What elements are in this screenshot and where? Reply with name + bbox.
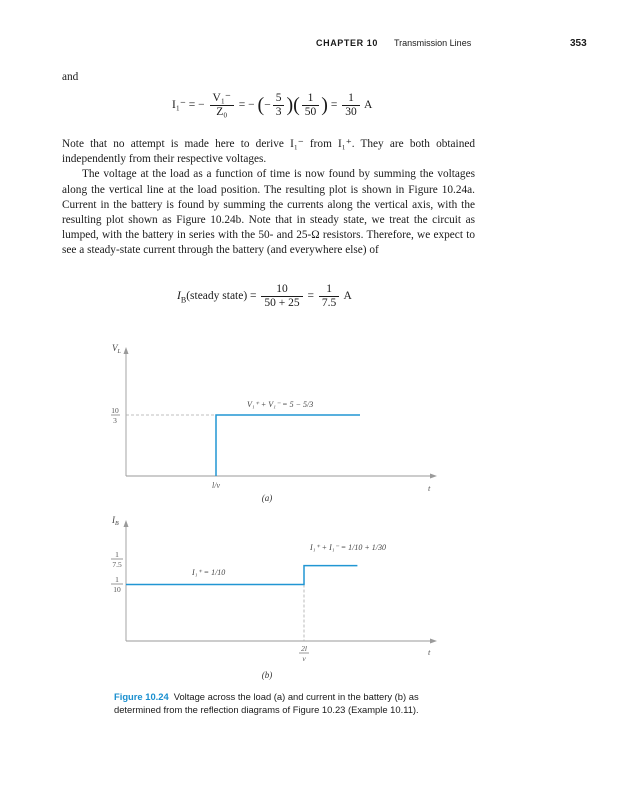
paren-open: ( <box>257 94 265 116</box>
eq2-lhs: I <box>177 290 181 303</box>
eq1-frac1-num: V₁⁻ <box>210 92 234 106</box>
chart-a-y-arrow <box>124 347 129 354</box>
caption-text: Voltage across the load (a) and current in the battery (b) as determined from the reflection diagrams of Figure 10.23 (Example 10.11). <box>114 691 419 716</box>
chart-a-x-arrow <box>430 474 437 479</box>
eq1-sign: = − <box>238 99 255 112</box>
eq2-lhs-rest: (steady state) = <box>186 290 257 303</box>
chart-a-title: (a) <box>261 493 273 503</box>
intro-word: and <box>62 71 79 83</box>
chart-a-ytick-num: 10 <box>111 406 119 415</box>
chart-a-series-line <box>216 415 360 476</box>
chart-b-ytick-low-num: 1 <box>115 575 119 584</box>
eq2-lhs-sub: B <box>180 295 187 305</box>
chart-b-ytick-high-num: 1 <box>115 550 119 559</box>
eq2-frac2-den: 7.5 <box>321 297 337 309</box>
page-number: 353 <box>570 38 587 49</box>
paren-close: ) <box>286 94 294 116</box>
eq2-frac1-den: 50 + 25 <box>264 297 300 309</box>
eq2-unit: A <box>343 290 352 303</box>
equation-i1-minus: I₁⁻ = − $\frac{\text{V₁⁻}}{\text{Z₀}}$ = − (− $\frac{5}{3}$ )( $\frac{1}{50}$ ) = $\frac{1}{30}$ A <box>172 92 373 118</box>
chart-b-annotation-high: I₁⁺ + I₁⁻ = 1/10 + 1/30 <box>310 543 386 552</box>
eq1-frac4-den: 30 <box>345 106 357 118</box>
chart-a-xlabel: t <box>428 483 431 493</box>
chart-b-ytick-high-den: 7.5 <box>112 560 122 569</box>
chart-b-xtick-num: 2l <box>301 644 307 653</box>
eq1-frac4-num: 1 <box>342 92 360 106</box>
eq1-frac3-num: 1 <box>302 92 320 106</box>
caption-label: Figure 10.24 <box>114 691 169 702</box>
chapter-title: Transmission Lines <box>394 38 472 48</box>
chart-b-ylabel: $I_B$ <box>112 515 119 527</box>
eq1-frac1-den: Z₀ <box>216 106 228 118</box>
chart-b-series-line <box>126 566 357 585</box>
paragraph-1: Note that no attempt is made here to derive I₁⁻ from I₁⁺. They are both obtained independently from their respective voltages. <box>62 138 475 166</box>
chart-b-xlabel: t <box>428 647 431 657</box>
figure-caption <box>114 690 424 717</box>
eq1-frac2-num: 5 <box>273 92 285 106</box>
chart-a-annotation: V₁⁺ + V₁⁻ = 5 − 5/3 <box>247 400 314 409</box>
chart-a-axes <box>126 352 432 476</box>
chart-b-x-arrow <box>430 639 437 644</box>
paren-close-2: ) <box>321 94 328 116</box>
chart-b-ytick-low-den: 10 <box>113 585 121 594</box>
chart-a-xtick: l/v <box>212 481 220 490</box>
eq1-lhs: I₁⁻ = − <box>172 99 205 112</box>
chart-b-annotation-low: I₁⁺ = 1/10 <box>192 568 226 577</box>
eq2-equals: = <box>307 290 315 303</box>
chart-b-axes <box>126 525 432 641</box>
paragraph-2-text: The voltage at the load as a function of time is now found by summing the voltages along the vertical line at the load position. The resulting plot is shown in Figure 10.24a. Current in the battery is found by summing the currents along the vertical axis, with the resulting plot shown as Figure 10.24b. Note that in steady state, we treat the circuit as lumped, with the battery in series with the 50- and 25-Ω resistors. Therefore, we expect to see a steady-state current through the battery (and everywhere else) of <box>62 168 475 257</box>
eq1-equals: = <box>330 99 338 112</box>
eq2-frac2-num: 1 <box>319 283 339 297</box>
chart-b-y-arrow <box>124 520 129 527</box>
chart-b-xtick-den: v <box>302 654 306 663</box>
eq2-frac1-num: 10 <box>261 283 302 297</box>
chart-a-ylabel: $V_L$ <box>112 343 121 355</box>
chart-b-title: (b) <box>261 670 273 680</box>
chapter-label: CHAPTER 10 <box>316 38 379 48</box>
eq1-unit: A <box>363 99 373 112</box>
paren-open-2: ( <box>293 94 300 116</box>
chart-a-ytick-den: 3 <box>113 416 117 425</box>
eq1-frac2-den: 3 <box>275 106 282 118</box>
eq1-frac3-den: 50 <box>304 106 317 118</box>
